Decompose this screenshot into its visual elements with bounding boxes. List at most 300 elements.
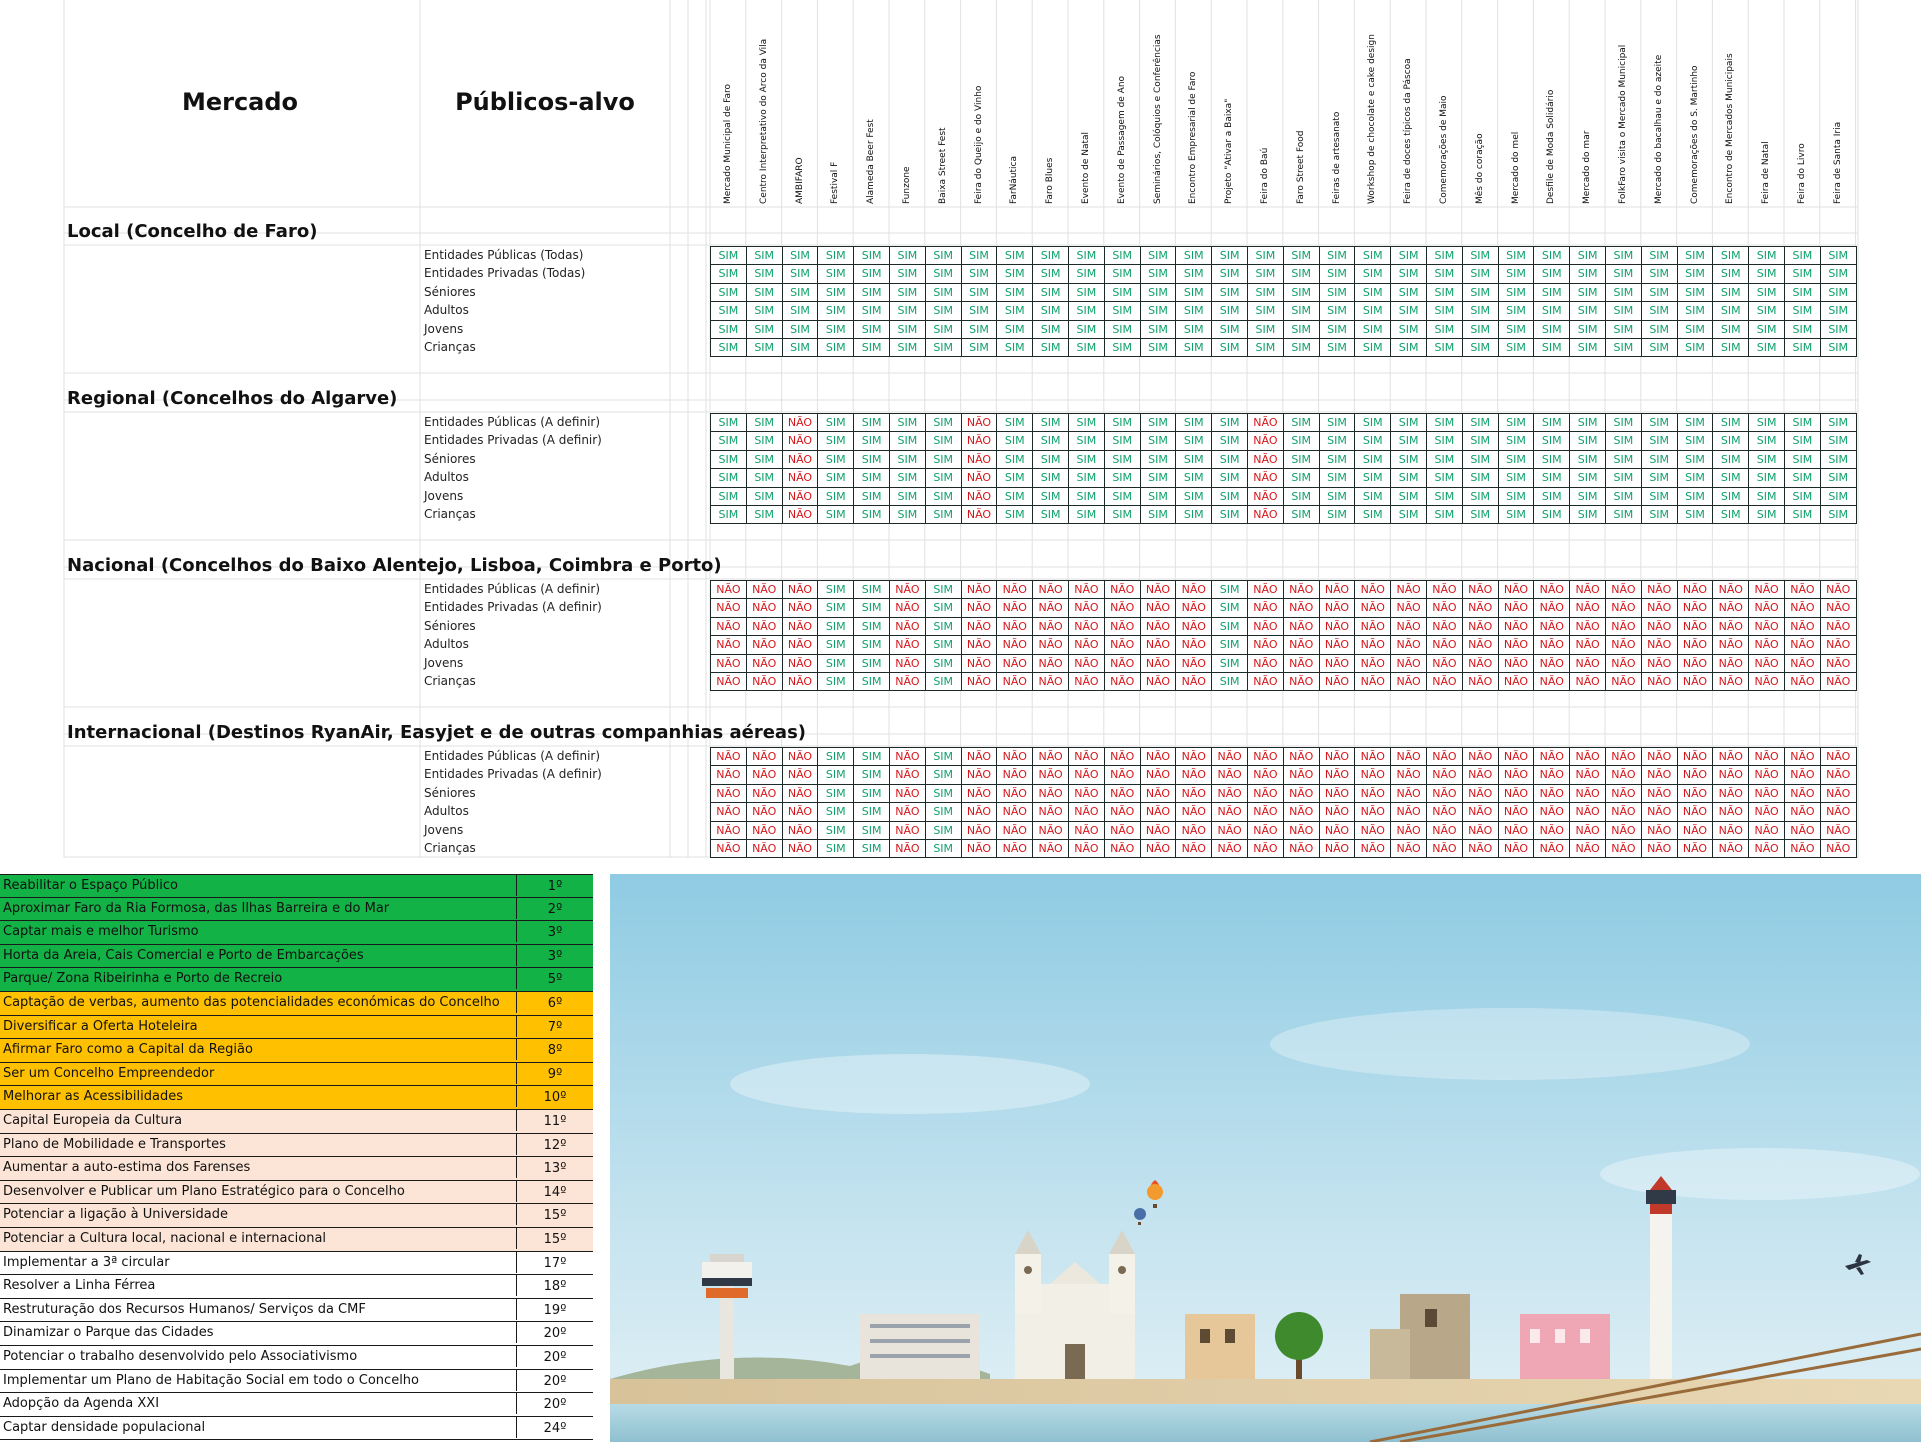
cell-sim: SIM xyxy=(1748,487,1785,506)
cell-sim: SIM xyxy=(1211,283,1248,302)
cell-sim: SIM xyxy=(1140,450,1177,469)
cell-sim: SIM xyxy=(1319,338,1356,357)
cell-sim: SIM xyxy=(1677,505,1714,524)
cell-nao: NÃO xyxy=(996,784,1033,803)
priority-rank: 2º xyxy=(516,898,593,919)
cell-sim: SIM xyxy=(1498,431,1535,450)
cell-sim: SIM xyxy=(925,264,962,283)
cell-sim: SIM xyxy=(1748,413,1785,432)
cell-nao: NÃO xyxy=(1712,617,1749,636)
cell-nao: NÃO xyxy=(1784,580,1821,599)
cell-sim: SIM xyxy=(1140,301,1177,320)
cell-sim: SIM xyxy=(925,672,962,691)
cell-sim: SIM xyxy=(1426,487,1463,506)
cell-sim: SIM xyxy=(1104,301,1141,320)
cell-sim: SIM xyxy=(996,487,1033,506)
cell-nao: NÃO xyxy=(782,580,819,599)
cell-sim: SIM xyxy=(1820,505,1857,524)
cell-nao: NÃO xyxy=(1677,821,1714,840)
cell-nao: NÃO xyxy=(1712,802,1749,821)
cell-nao: NÃO xyxy=(1354,580,1391,599)
cell-nao: NÃO xyxy=(1498,635,1535,654)
cell-nao: NÃO xyxy=(782,839,819,858)
priority-row xyxy=(0,1016,593,1040)
cell-sim: SIM xyxy=(1462,450,1499,469)
cell-sim: SIM xyxy=(853,468,890,487)
lighthouse xyxy=(1646,1176,1676,1384)
cell-sim: SIM xyxy=(1498,413,1535,432)
audience-label: Adultos xyxy=(424,804,469,819)
cell-sim: SIM xyxy=(853,431,890,450)
cell-nao: NÃO xyxy=(782,468,819,487)
cell-sim: SIM xyxy=(1569,264,1606,283)
cell-sim: SIM xyxy=(782,246,819,265)
cell-sim: SIM xyxy=(1140,338,1177,357)
cell-nao: NÃO xyxy=(1175,617,1212,636)
cell-sim: SIM xyxy=(1354,283,1391,302)
cell-nao: NÃO xyxy=(1390,598,1427,617)
cell-nao: NÃO xyxy=(1641,821,1678,840)
cell-nao: NÃO xyxy=(1032,821,1069,840)
cell-nao: NÃO xyxy=(889,617,926,636)
cell-sim: SIM xyxy=(853,747,890,766)
cell-sim: SIM xyxy=(925,821,962,840)
cell-sim: SIM xyxy=(996,246,1033,265)
cell-sim: SIM xyxy=(1354,450,1391,469)
cell-sim: SIM xyxy=(817,839,854,858)
cell-nao: NÃO xyxy=(1820,765,1857,784)
cell-nao: NÃO xyxy=(1641,635,1678,654)
event-column-header: Feira de Natal xyxy=(1761,141,1772,204)
cell-sim: SIM xyxy=(1784,487,1821,506)
cell-nao: NÃO xyxy=(1104,784,1141,803)
event-column-header: Mercado do mar xyxy=(1582,130,1593,204)
priority-row xyxy=(0,1110,593,1134)
priority-rank: 3º xyxy=(516,945,593,966)
cell-sim: SIM xyxy=(1462,487,1499,506)
audience-label: Entidades Públicas (Todas) xyxy=(424,248,584,262)
cell-nao: NÃO xyxy=(996,598,1033,617)
cell-sim: SIM xyxy=(1748,320,1785,339)
cell-nao: NÃO xyxy=(1175,635,1212,654)
cell-nao: NÃO xyxy=(1784,784,1821,803)
priority-row xyxy=(0,1275,593,1299)
cell-nao: NÃO xyxy=(1354,821,1391,840)
priority-name: Potenciar o trabalho desenvolvido pelo Associativismo xyxy=(3,1349,358,1364)
cell-nao: NÃO xyxy=(1175,654,1212,673)
cell-nao: NÃO xyxy=(1283,839,1320,858)
cell-nao: NÃO xyxy=(1677,617,1714,636)
cell-sim: SIM xyxy=(710,431,747,450)
priority-row xyxy=(0,1181,593,1205)
cell-sim: SIM xyxy=(1068,431,1105,450)
priority-name: Ser um Concelho Empreendedor xyxy=(3,1065,215,1081)
cell-nao: NÃO xyxy=(1677,580,1714,599)
event-column-header: Workshop de chocolate e cake design xyxy=(1367,34,1378,204)
cell-sim: SIM xyxy=(1462,283,1499,302)
cell-nao: NÃO xyxy=(746,654,783,673)
cell-sim: SIM xyxy=(817,413,854,432)
cell-sim: SIM xyxy=(1498,264,1535,283)
cell-sim: SIM xyxy=(925,765,962,784)
cell-sim: SIM xyxy=(1605,283,1642,302)
priority-row xyxy=(0,921,593,945)
priority-name: Capital Europeia da Cultura xyxy=(3,1113,183,1128)
cell-sim: SIM xyxy=(853,580,890,599)
cell-sim: SIM xyxy=(1354,487,1391,506)
cell-sim: SIM xyxy=(1354,413,1391,432)
cell-sim: SIM xyxy=(925,505,962,524)
cell-nao: NÃO xyxy=(1677,598,1714,617)
cell-nao: NÃO xyxy=(710,672,747,691)
cell-nao: NÃO xyxy=(746,598,783,617)
priority-row xyxy=(0,1370,593,1394)
cell-nao: NÃO xyxy=(1104,802,1141,821)
priority-name: Potenciar a Cultura local, nacional e internacional xyxy=(3,1231,327,1246)
cell-sim: SIM xyxy=(1820,487,1857,506)
cell-nao: NÃO xyxy=(961,617,998,636)
cell-sim: SIM xyxy=(1748,505,1785,524)
cell-nao: NÃO xyxy=(1569,765,1606,784)
cell-sim: SIM xyxy=(1748,301,1785,320)
cell-sim: SIM xyxy=(1533,450,1570,469)
cell-nao: NÃO xyxy=(1032,784,1069,803)
priority-rank: 8º xyxy=(516,1039,593,1060)
cell-nao: NÃO xyxy=(1247,468,1284,487)
cell-nao: NÃO xyxy=(1068,839,1105,858)
cell-sim: SIM xyxy=(1712,450,1749,469)
cell-sim: SIM xyxy=(1605,431,1642,450)
cell-nao: NÃO xyxy=(996,765,1033,784)
cell-sim: SIM xyxy=(1462,413,1499,432)
cell-nao: NÃO xyxy=(1354,747,1391,766)
cell-nao: NÃO xyxy=(1426,598,1463,617)
cell-nao: NÃO xyxy=(889,654,926,673)
cell-nao: NÃO xyxy=(1820,580,1857,599)
cell-nao: NÃO xyxy=(1283,654,1320,673)
cell-sim: SIM xyxy=(1641,505,1678,524)
cell-nao: NÃO xyxy=(1390,617,1427,636)
cell-nao: NÃO xyxy=(1247,802,1284,821)
cell-sim: SIM xyxy=(1354,301,1391,320)
cell-sim: SIM xyxy=(1283,283,1320,302)
priority-row xyxy=(0,1228,593,1252)
cell-nao: NÃO xyxy=(996,635,1033,654)
cell-nao: NÃO xyxy=(782,672,819,691)
cell-sim: SIM xyxy=(1032,301,1069,320)
cell-sim: SIM xyxy=(1390,320,1427,339)
cell-nao: NÃO xyxy=(1140,747,1177,766)
cell-nao: NÃO xyxy=(746,821,783,840)
cell-nao: NÃO xyxy=(1820,747,1857,766)
cell-nao: NÃO xyxy=(1175,580,1212,599)
cell-sim: SIM xyxy=(1641,338,1678,357)
cell-sim: SIM xyxy=(1820,450,1857,469)
cell-sim: SIM xyxy=(817,765,854,784)
cell-nao: NÃO xyxy=(1426,635,1463,654)
cell-sim: SIM xyxy=(1498,283,1535,302)
cell-sim: SIM xyxy=(1211,301,1248,320)
cell-nao: NÃO xyxy=(1533,654,1570,673)
cell-nao: NÃO xyxy=(1498,802,1535,821)
cell-sim: SIM xyxy=(817,580,854,599)
cell-sim: SIM xyxy=(961,246,998,265)
cell-sim: SIM xyxy=(1641,487,1678,506)
cell-sim: SIM xyxy=(1032,283,1069,302)
cell-nao: NÃO xyxy=(782,487,819,506)
cell-sim: SIM xyxy=(1712,264,1749,283)
cell-nao: NÃO xyxy=(1748,617,1785,636)
cell-nao: NÃO xyxy=(1104,598,1141,617)
cell-nao: NÃO xyxy=(1498,821,1535,840)
cell-sim: SIM xyxy=(1426,246,1463,265)
cell-nao: NÃO xyxy=(710,580,747,599)
priority-name: Diversificar a Oferta Hoteleira xyxy=(3,1018,198,1034)
priority-name: Afirmar Faro como a Capital da Região xyxy=(3,1042,253,1058)
cell-sim: SIM xyxy=(1211,617,1248,636)
cell-nao: NÃO xyxy=(1462,617,1499,636)
cell-sim: SIM xyxy=(1283,450,1320,469)
cell-nao: NÃO xyxy=(1140,839,1177,858)
cell-sim: SIM xyxy=(782,301,819,320)
cell-nao: NÃO xyxy=(1247,635,1284,654)
cell-nao: NÃO xyxy=(746,802,783,821)
cell-sim: SIM xyxy=(853,672,890,691)
cell-sim: SIM xyxy=(1569,283,1606,302)
cell-sim: SIM xyxy=(710,468,747,487)
cell-sim: SIM xyxy=(1426,505,1463,524)
priority-rank: 24º xyxy=(516,1417,593,1438)
cell-sim: SIM xyxy=(1247,338,1284,357)
cell-nao: NÃO xyxy=(1605,821,1642,840)
cell-sim: SIM xyxy=(1820,431,1857,450)
cell-sim: SIM xyxy=(1068,301,1105,320)
cell-sim: SIM xyxy=(1784,283,1821,302)
cell-sim: SIM xyxy=(925,301,962,320)
cell-nao: NÃO xyxy=(961,635,998,654)
cell-sim: SIM xyxy=(1319,450,1356,469)
priority-row xyxy=(0,1322,593,1346)
cell-sim: SIM xyxy=(1426,301,1463,320)
audience-label: Adultos xyxy=(424,637,469,652)
cell-nao: NÃO xyxy=(1211,802,1248,821)
cell-sim: SIM xyxy=(1283,338,1320,357)
cell-nao: NÃO xyxy=(1569,598,1606,617)
cell-nao: NÃO xyxy=(1211,839,1248,858)
cell-sim: SIM xyxy=(1068,283,1105,302)
cell-sim: SIM xyxy=(1211,431,1248,450)
cell-sim: SIM xyxy=(1426,450,1463,469)
cell-sim: SIM xyxy=(1533,413,1570,432)
event-column-header: Funzone xyxy=(901,166,912,204)
cell-nao: NÃO xyxy=(1462,598,1499,617)
cell-sim: SIM xyxy=(1533,505,1570,524)
priority-rank: 3º xyxy=(516,921,593,942)
cell-nao: NÃO xyxy=(1677,784,1714,803)
event-column-header: Desfile de Moda Solidário xyxy=(1546,89,1557,204)
cell-nao: NÃO xyxy=(1247,765,1284,784)
cell-sim: SIM xyxy=(961,338,998,357)
cell-nao: NÃO xyxy=(782,450,819,469)
priority-rank: 5º xyxy=(516,968,593,989)
cell-nao: NÃO xyxy=(1784,617,1821,636)
event-column-header: Evento de Passagem de Ano xyxy=(1116,75,1127,204)
cell-nao: NÃO xyxy=(1677,765,1714,784)
priority-row xyxy=(0,1417,593,1441)
cell-nao: NÃO xyxy=(1605,654,1642,673)
cell-nao: NÃO xyxy=(1319,784,1356,803)
cell-sim: SIM xyxy=(925,338,962,357)
priority-row xyxy=(0,1393,593,1417)
cell-sim: SIM xyxy=(1283,468,1320,487)
cell-sim: SIM xyxy=(1462,264,1499,283)
cell-nao: NÃO xyxy=(1605,580,1642,599)
cell-nao: NÃO xyxy=(1820,635,1857,654)
cell-nao: NÃO xyxy=(710,654,747,673)
cell-sim: SIM xyxy=(925,635,962,654)
cell-sim: SIM xyxy=(1498,320,1535,339)
event-column-header: Seminários, Colóquios e Conferências xyxy=(1152,34,1163,204)
cell-nao: NÃO xyxy=(782,598,819,617)
cell-sim: SIM xyxy=(1605,450,1642,469)
cell-sim: SIM xyxy=(1533,468,1570,487)
priority-row xyxy=(0,1299,593,1323)
cell-sim: SIM xyxy=(817,672,854,691)
cell-sim: SIM xyxy=(961,264,998,283)
cell-nao: NÃO xyxy=(1140,580,1177,599)
cell-nao: NÃO xyxy=(889,765,926,784)
cell-sim: SIM xyxy=(817,784,854,803)
cell-sim: SIM xyxy=(1748,264,1785,283)
cell-sim: SIM xyxy=(1390,338,1427,357)
cell-sim: SIM xyxy=(996,468,1033,487)
event-column-header: FolkFaro visita o Mercado Municipal xyxy=(1617,44,1628,204)
cell-sim: SIM xyxy=(746,450,783,469)
cell-sim: SIM xyxy=(996,505,1033,524)
audience-label: Entidades Públicas (A definir) xyxy=(424,415,601,429)
cell-nao: NÃO xyxy=(1140,784,1177,803)
cell-sim: SIM xyxy=(1784,431,1821,450)
cell-nao: NÃO xyxy=(1533,784,1570,803)
cell-sim: SIM xyxy=(817,487,854,506)
market-section-title: Local (Concelho de Faro) xyxy=(67,221,318,242)
cell-nao: NÃO xyxy=(1140,821,1177,840)
priority-row xyxy=(0,1039,593,1063)
cell-nao: NÃO xyxy=(746,747,783,766)
cell-sim: SIM xyxy=(1569,450,1606,469)
cell-nao: NÃO xyxy=(1068,617,1105,636)
priority-name: Restruturação dos Recursos Humanos/ Serviços da CMF xyxy=(3,1301,366,1317)
cell-nao: NÃO xyxy=(710,765,747,784)
cell-nao: NÃO xyxy=(1140,598,1177,617)
cell-nao: NÃO xyxy=(1032,654,1069,673)
cell-sim: SIM xyxy=(1426,264,1463,283)
cell-sim: SIM xyxy=(1641,431,1678,450)
cell-sim: SIM xyxy=(1498,505,1535,524)
cell-nao: NÃO xyxy=(1283,802,1320,821)
cell-sim: SIM xyxy=(1068,246,1105,265)
cell-sim: SIM xyxy=(1390,505,1427,524)
cell-nao: NÃO xyxy=(1605,747,1642,766)
cell-nao: NÃO xyxy=(1175,672,1212,691)
cell-sim: SIM xyxy=(1712,468,1749,487)
audience-label: Jovens xyxy=(424,822,464,837)
cell-nao: NÃO xyxy=(1032,839,1069,858)
cell-nao: NÃO xyxy=(1677,802,1714,821)
cell-sim: SIM xyxy=(1068,338,1105,357)
cell-nao: NÃO xyxy=(889,821,926,840)
cell-sim: SIM xyxy=(710,338,747,357)
cell-sim: SIM xyxy=(1641,450,1678,469)
cell-sim: SIM xyxy=(1390,487,1427,506)
cell-sim: SIM xyxy=(710,246,747,265)
cell-sim: SIM xyxy=(710,450,747,469)
cell-sim: SIM xyxy=(1211,246,1248,265)
cell-nao: NÃO xyxy=(1354,765,1391,784)
cell-sim: SIM xyxy=(817,802,854,821)
cell-nao: NÃO xyxy=(1784,821,1821,840)
cell-sim: SIM xyxy=(1605,338,1642,357)
cell-nao: NÃO xyxy=(1390,765,1427,784)
priority-row xyxy=(0,898,593,922)
priority-name: Resolver a Linha Férrea xyxy=(3,1278,156,1294)
cell-nao: NÃO xyxy=(1641,672,1678,691)
cell-sim: SIM xyxy=(1748,283,1785,302)
cell-sim: SIM xyxy=(782,283,819,302)
cell-nao: NÃO xyxy=(1283,598,1320,617)
cell-sim: SIM xyxy=(925,283,962,302)
cell-sim: SIM xyxy=(1820,264,1857,283)
cell-sim: SIM xyxy=(817,431,854,450)
cell-sim: SIM xyxy=(1211,598,1248,617)
cell-nao: NÃO xyxy=(1462,784,1499,803)
cell-nao: NÃO xyxy=(1569,784,1606,803)
cell-sim: SIM xyxy=(746,431,783,450)
cell-sim: SIM xyxy=(1175,450,1212,469)
cell-nao: NÃO xyxy=(782,505,819,524)
cell-nao: NÃO xyxy=(1283,784,1320,803)
cell-nao: NÃO xyxy=(1283,672,1320,691)
cell-sim: SIM xyxy=(1677,320,1714,339)
cell-nao: NÃO xyxy=(1748,784,1785,803)
event-column-header: Feira do Livro xyxy=(1796,143,1807,204)
cell-nao: NÃO xyxy=(961,580,998,599)
cell-nao: NÃO xyxy=(782,747,819,766)
cell-sim: SIM xyxy=(1068,450,1105,469)
cell-sim: SIM xyxy=(853,264,890,283)
cell-nao: NÃO xyxy=(1140,765,1177,784)
cell-sim: SIM xyxy=(996,264,1033,283)
cell-sim: SIM xyxy=(817,505,854,524)
cell-sim: SIM xyxy=(1820,320,1857,339)
cell-nao: NÃO xyxy=(1784,802,1821,821)
cell-nao: NÃO xyxy=(961,821,998,840)
cell-sim: SIM xyxy=(1175,246,1212,265)
cell-sim: SIM xyxy=(1247,320,1284,339)
cell-nao: NÃO xyxy=(1498,784,1535,803)
cell-nao: NÃO xyxy=(1605,672,1642,691)
cell-sim: SIM xyxy=(1605,505,1642,524)
cell-sim: SIM xyxy=(1211,580,1248,599)
cell-sim: SIM xyxy=(1175,505,1212,524)
cell-nao: NÃO xyxy=(961,765,998,784)
cell-nao: NÃO xyxy=(1247,654,1284,673)
cell-sim: SIM xyxy=(1712,283,1749,302)
priority-rank: 9º xyxy=(516,1063,593,1084)
cell-nao: NÃO xyxy=(746,580,783,599)
cell-nao: NÃO xyxy=(1462,821,1499,840)
event-column-header: Baixa Street Fest xyxy=(937,127,948,204)
